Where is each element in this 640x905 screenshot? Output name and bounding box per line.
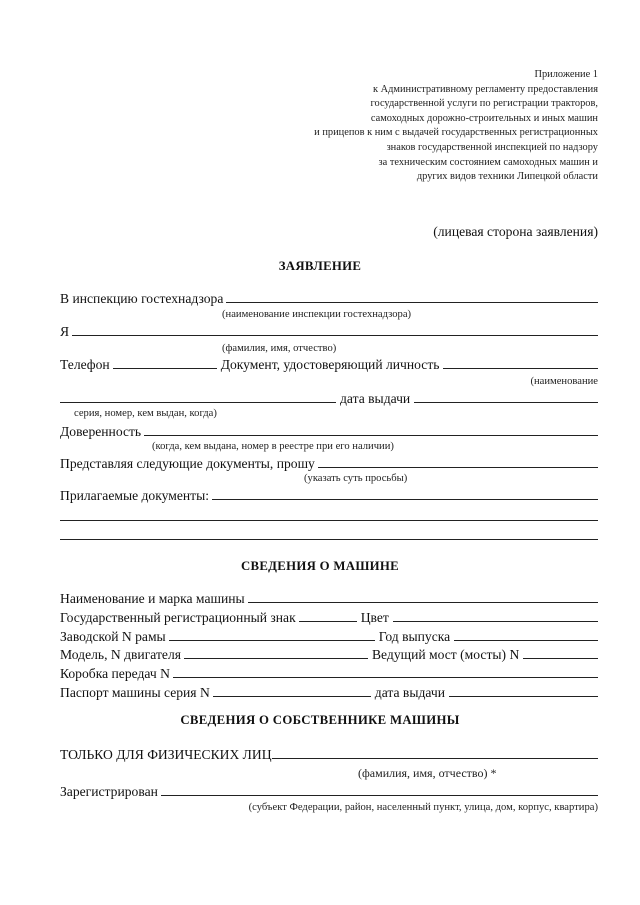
reg-sign-label: Государственный регистрационный знак [60,610,296,625]
engine-label: Модель, N двигателя [60,647,181,662]
axle-field[interactable] [523,658,598,659]
inspection-row [60,290,598,307]
owner-section-heading: СВЕДЕНИЯ О СОБСТВЕННИКЕ МАШИНЫ [180,713,460,727]
gearbox-row [60,665,598,682]
issue-date-label: дата выдачи [340,391,411,406]
machine-name-row [60,590,598,607]
machine-name-field[interactable] [248,602,598,603]
request-hint: (указать суть просьбы) [304,473,408,484]
engine-field[interactable] [184,658,368,659]
passport-date-field[interactable] [449,696,598,697]
issue-date-field[interactable] [414,402,598,403]
i-label: Я [60,324,70,339]
color-field[interactable] [393,621,598,622]
owner-name-field[interactable] [272,758,598,759]
front-side-note: (лицевая сторона заявления) [433,224,598,239]
identity-document-label: Документ, удостоверяющий личность [220,357,440,372]
proxy-hint: (когда, кем выдана, номер в реестре при его наличии) [152,441,394,452]
attached-documents-field[interactable] [212,499,598,500]
identity-document-hint-2: серия, номер, кем выдан, когда) [74,408,217,419]
proxy-field[interactable] [144,435,598,436]
passport-label: Паспорт машины серия N [60,685,210,700]
phone-document-row [60,356,598,373]
frame-number-field[interactable] [169,640,375,641]
attached-documents-label: Прилагаемые документы: [60,488,210,503]
appendix-line: других видов техники Липецкой области [416,171,598,183]
registered-address-field[interactable] [161,795,598,796]
gearbox-label: Коробка передач N [60,666,170,681]
attached-documents-row [60,487,598,504]
year-label: Год выпуска [378,629,451,644]
registered-row [60,783,598,800]
inspection-field[interactable] [226,302,598,303]
request-field[interactable] [318,467,598,468]
registered-label: Зарегистрирован [60,784,158,799]
axle-label: Ведущий мост (мосты) N [371,647,520,662]
proxy-label: Доверенность [60,424,142,439]
attached-documents-row-3 [60,527,598,544]
color-label: Цвет [360,610,389,625]
reg-sign-field[interactable] [299,621,357,622]
document-details-field[interactable] [60,402,336,403]
form-title: ЗАЯВЛЕНИЕ [278,259,362,273]
inspection-label: В инспекцию гостехнадзора [60,291,224,306]
proxy-row [60,423,598,440]
engine-axle-row [60,646,598,663]
phone-field[interactable] [113,368,217,369]
passport-field[interactable] [213,696,371,697]
identity-document-field[interactable] [443,368,598,369]
name-row [60,323,598,340]
frame-number-label: Заводской N рамы [60,629,166,644]
full-name-hint: (фамилия, имя, отчество) [222,343,337,354]
frame-year-row [60,628,598,645]
appendix-line: самоходных дорожно-строительных и иных машин [370,112,598,124]
appendix-line: государственной услуги по регистрации тракторов, [370,98,598,110]
machine-section-heading: СВЕДЕНИЯ О МАШИНЕ [240,559,400,573]
machine-name-label: Наименование и марка машины [60,591,245,606]
passport-row [60,684,598,701]
year-field[interactable] [454,640,598,641]
inspection-hint: (наименование инспекции гостехнадзора) [222,309,412,320]
document-details-row [60,390,598,407]
appendix-line: к Административному регламенту предоставления [372,83,598,95]
appendix-header [178,68,598,185]
appendix-line: и прицепов к ним с выдачей государственных регистрационных [314,127,598,139]
passport-date-label: дата выдачи [374,685,445,700]
individuals-label: ТОЛЬКО ДЛЯ ФИЗИЧЕСКИХ ЛИЦ [60,747,272,762]
phone-label: Телефон [60,357,110,372]
identity-document-hint-1: (наименование [530,376,598,387]
individuals-row [60,746,598,763]
appendix-line: знаков государственной инспекцией по надзору [386,141,598,153]
attached-documents-field-3[interactable] [60,539,598,540]
appendix-line: за техническим состоянием самоходных машин и [378,156,598,168]
registered-address-hint: (субъект Федерации, район, населенный пункт, улица, дом, корпус, квартира) [248,802,598,813]
owner-name-hint: (фамилия, имя, отчество) * [358,766,497,780]
attached-documents-row-2 [60,508,598,525]
reg-sign-row [60,609,598,626]
request-label: Представляя следующие документы, прошу [60,456,315,471]
appendix-line: Приложение 1 [534,69,598,80]
attached-documents-field-2[interactable] [60,520,598,521]
request-row [60,455,598,472]
full-name-field[interactable] [72,335,598,336]
gearbox-field[interactable] [173,677,598,678]
